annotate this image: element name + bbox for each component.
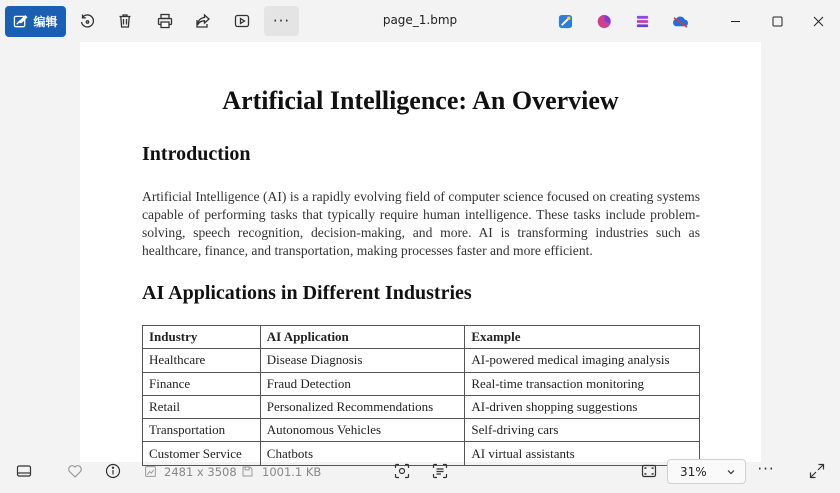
table-cell: Finance (143, 372, 261, 395)
visual-search-button[interactable] (393, 462, 411, 480)
edit-image-icon (13, 14, 28, 29)
table-cell: AI virtual assistants (465, 442, 700, 465)
close-button[interactable] (802, 8, 834, 34)
intro-heading: Introduction (142, 143, 251, 165)
table-cell: Personalized Recommendations (260, 395, 465, 418)
fit-window-icon (641, 463, 657, 479)
favorite-button[interactable] (66, 462, 84, 480)
dimensions-icon (143, 462, 157, 480)
table-cell: Disease Diagnosis (260, 349, 465, 372)
more-icon: ··· (272, 12, 291, 30)
table-row (143, 395, 700, 418)
file-size-icon (240, 462, 254, 480)
intro-paragraph: Artificial Intelligence (AI) is a rapidly evolving field of computer science focused on creating systems capable of performing tasks that typically require human intelligence. These tasks include problem-solving, speech recognition, decision-making, and more. AI is transforming industries such as healthcare, finance, and transportation, making processes faster and more efficient. (142, 189, 700, 258)
table-cell: Customer Service (143, 442, 261, 465)
table-cell: Autonomous Vehicles (260, 419, 465, 442)
table-header-cell: Example (465, 326, 700, 349)
slideshow-button[interactable] (226, 7, 258, 35)
chevron-down-icon (726, 467, 736, 477)
rotate-icon (79, 13, 95, 29)
text-scan-icon (432, 463, 448, 479)
info-icon (105, 463, 121, 479)
clipchamp-app-icon (597, 14, 612, 29)
text-scan-button[interactable] (431, 462, 449, 480)
document-title: Artificial Intelligence: An Overview (222, 86, 619, 115)
table-header-row (143, 326, 700, 349)
table-cell: Fraud Detection (260, 372, 465, 395)
table-cell: AI-driven shopping suggestions (465, 395, 700, 418)
filmstrip-icon (16, 463, 32, 479)
edit-button[interactable] (5, 6, 66, 37)
zoom-level-value: 31% (680, 464, 707, 479)
print-button[interactable] (149, 7, 181, 35)
delete-button[interactable] (109, 7, 141, 35)
printer-icon (157, 13, 173, 29)
table-row (143, 372, 700, 395)
file-name: page_1.bmp (382, 13, 458, 27)
table-cell: Retail (143, 395, 261, 418)
designer-app-icon (635, 14, 650, 29)
applications-heading: AI Applications in Different Industries (142, 282, 472, 304)
onedrive-icon (671, 14, 690, 29)
table-cell: AI-powered medical imaging analysis (465, 349, 700, 372)
trash-icon (117, 13, 133, 29)
app-shortcut-1[interactable] (555, 11, 575, 31)
table-cell: Transportation (143, 419, 261, 442)
minimize-icon (730, 16, 741, 27)
fit-to-window-button[interactable] (640, 462, 658, 480)
expand-icon (809, 463, 825, 479)
app-shortcut-3[interactable] (632, 11, 652, 31)
industries-table (142, 325, 700, 466)
app-shortcut-4[interactable] (670, 11, 690, 31)
maximize-icon (772, 16, 783, 27)
file-info-button[interactable] (104, 462, 122, 480)
table-cell: Healthcare (143, 349, 261, 372)
share-button[interactable] (187, 7, 219, 35)
play-icon (234, 13, 250, 29)
table-cell: Real-time transaction monitoring (465, 372, 700, 395)
rotate-button[interactable] (71, 7, 103, 35)
maximize-button[interactable] (761, 8, 793, 34)
more-view-options-button[interactable] (755, 460, 777, 478)
edit-button-label: 编辑 (33, 15, 58, 29)
file-size: 1001.1 KB (262, 465, 322, 479)
scan-icon (394, 463, 410, 479)
full-screen-button[interactable] (808, 462, 826, 480)
app-shortcut-2[interactable] (594, 11, 614, 31)
heart-icon (67, 463, 83, 479)
minimize-button[interactable] (719, 8, 751, 34)
share-icon (195, 13, 211, 29)
more-icon: ··· (757, 460, 775, 478)
photo-editor-app-icon (558, 14, 573, 29)
filmstrip-toggle-button[interactable] (15, 462, 33, 480)
table-cell: Chatbots (260, 442, 465, 465)
image-dimensions: 2481 x 3508 (164, 465, 237, 479)
table-row (143, 419, 700, 442)
table-header-cell: AI Application (260, 326, 465, 349)
table-cell: Self-driving cars (465, 419, 700, 442)
table-header-cell: Industry (143, 326, 261, 349)
zoom-level-select[interactable] (667, 459, 746, 484)
image-viewer[interactable] (0, 42, 840, 461)
close-icon (813, 16, 824, 27)
status-bar (0, 449, 840, 493)
title-bar (0, 0, 840, 42)
more-options-button[interactable] (264, 6, 299, 36)
document-page (80, 42, 761, 462)
table-row (143, 349, 700, 372)
